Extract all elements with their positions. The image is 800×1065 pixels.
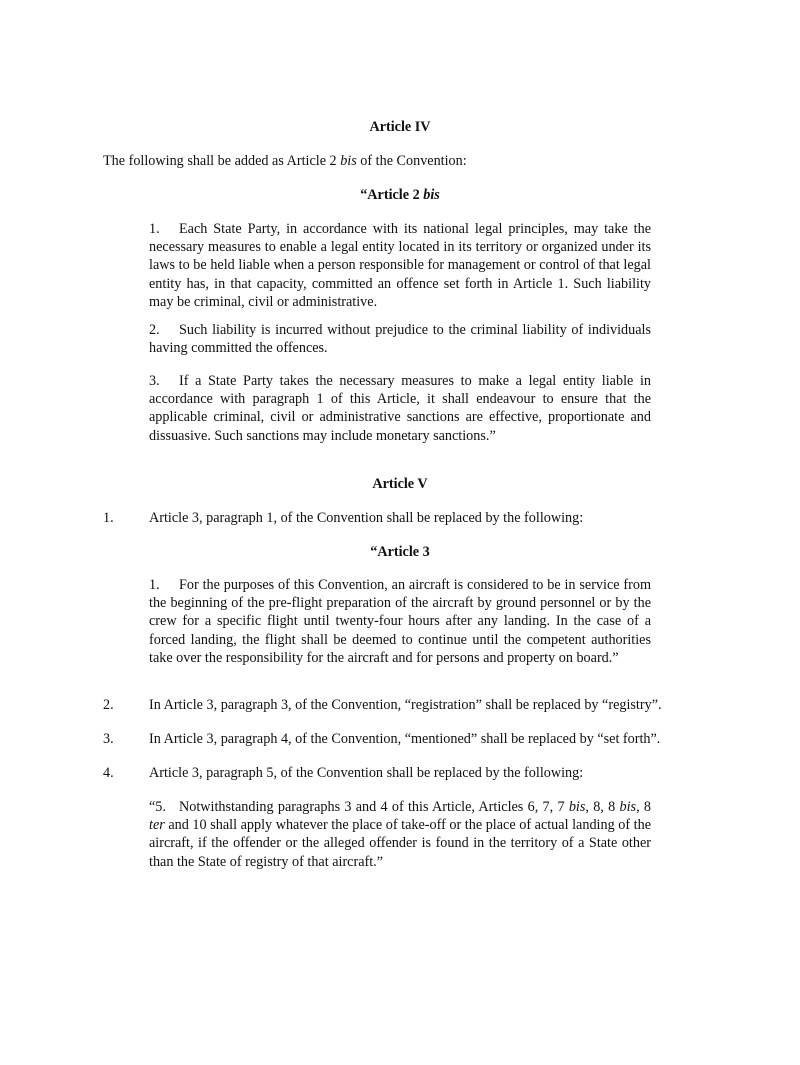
article-3-paragraph-5 xyxy=(149,798,651,871)
paragraph-em-2: bis xyxy=(619,799,637,815)
paragraph-number: 2. xyxy=(149,322,160,338)
paragraph-number: 1. xyxy=(149,577,160,593)
item-number: 3. xyxy=(103,731,114,747)
paragraph-text: Such liability is incurred without prejudice to the criminal liability of individuals having committed the offences. xyxy=(149,322,651,357)
paragraph-number: “5. xyxy=(149,799,166,815)
article-2bis-heading-pre: “Article 2 xyxy=(360,187,424,203)
item-number: 4. xyxy=(103,765,114,781)
paragraph-text-1: Notwithstanding paragraphs 3 and 4 of this Article, Articles 6, 7, 7 xyxy=(179,799,569,815)
paragraph-em-1: bis xyxy=(568,799,586,815)
paragraph-text-2: , 8, 8 xyxy=(585,799,620,815)
paragraph-text-3: , 8 xyxy=(636,799,651,815)
paragraph-text-4: and 10 shall apply whatever the place of take-off or the place of actual landing of the aircraft, if the offender or the alleged offender is found in the territory of a State other than the State of registry of that aircraft.” xyxy=(149,817,651,870)
item-text: Article 3, paragraph 5, of the Convention shall be replaced by the following: xyxy=(149,765,584,781)
item-text: Article 3, paragraph 1, of the Convention shall be replaced by the following: xyxy=(149,510,584,526)
article-iv-intro-pre: The following shall be added as Article 2 xyxy=(103,153,341,169)
paragraph-text: If a State Party takes the necessary measures to make a legal entity liable in accordance with paragraph 1 of this Article, it shall endeavour to ensure that the applicable criminal, civil or administrative sanctions are effective, proportionate and dissuasive. Such sanctions may include monetary sanctions.” xyxy=(149,373,651,444)
item-number: 2. xyxy=(103,697,114,713)
article-iv-intro-em: bis xyxy=(340,153,357,169)
article-3-heading: “Article 3 xyxy=(370,544,430,560)
article-iv-heading: Article IV xyxy=(369,119,431,135)
paragraph-text: Each State Party, in accordance with its national legal principles, may take the necessary measures to enable a legal entity located in its territory or organized under its laws to be held liable when a person responsible for management or control of that legal entity has, in that capacity, committed an offence set forth in Article 1. Such liability may be criminal, civil or administrative. xyxy=(149,221,651,310)
article-2bis-paragraph-2 xyxy=(149,321,651,357)
paragraph-em-3: ter xyxy=(149,817,165,834)
item-text: In Article 3, paragraph 4, of the Convention, “mentioned” shall be replaced by “set forth”. xyxy=(149,731,661,747)
item-number: 1. xyxy=(103,510,114,526)
article-2bis-paragraph-3 xyxy=(149,372,651,445)
article-3-paragraph-1 xyxy=(149,576,651,667)
article-iv-intro-post: of the Convention: xyxy=(356,153,467,169)
article-iv-intro xyxy=(103,152,467,170)
article-2bis-heading xyxy=(0,186,800,204)
article-2bis-paragraph-1 xyxy=(149,220,651,311)
item-text: In Article 3, paragraph 3, of the Convention, “registration” shall be replaced by “registry”. xyxy=(149,697,662,713)
paragraph-text: For the purposes of this Convention, an aircraft is considered to be in service from the beginning of the pre-flight preparation of the aircraft by ground personnel or by the crew for a specific flight until twenty-four hours after any landing. In the case of a forced landing, the flight shall be deemed to continue until the competent authorities take over the responsibility for the aircraft and for persons and property on board.” xyxy=(149,577,651,666)
article-2bis-heading-em: bis xyxy=(423,187,440,203)
paragraph-number: 3. xyxy=(149,373,160,389)
article-v-heading: Article V xyxy=(372,476,428,492)
paragraph-number: 1. xyxy=(149,221,160,237)
